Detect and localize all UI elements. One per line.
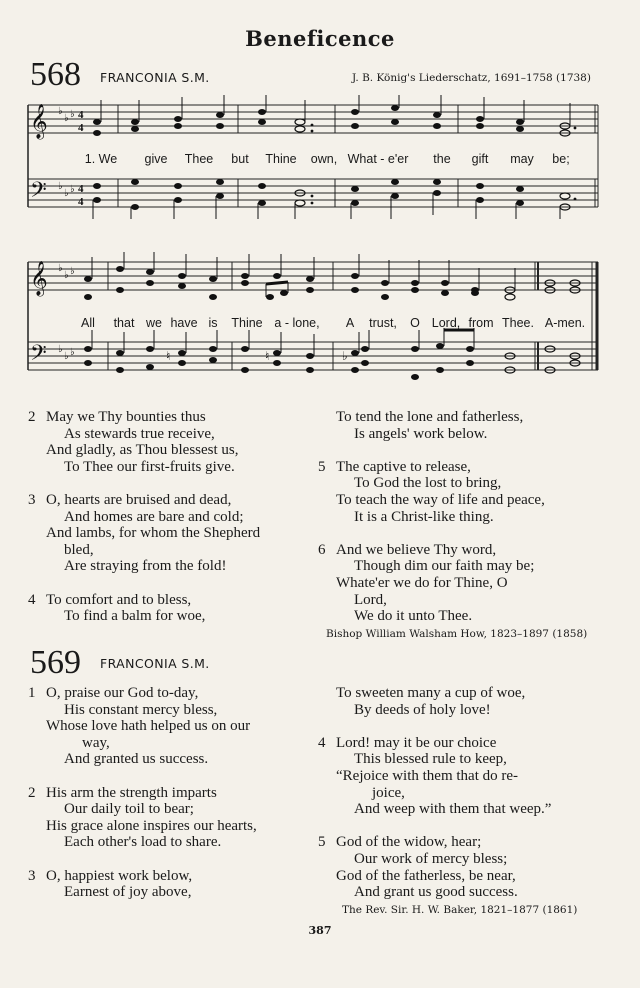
stanza	[28, 785, 328, 851]
page-number: 387	[308, 924, 332, 937]
lyric-syllable: Thine	[231, 316, 263, 330]
verse-line: And lambs, for whom the Shepherd	[46, 525, 261, 542]
stanza	[28, 868, 328, 901]
verse-line: As stewards true receive,	[64, 425, 215, 442]
verse-line: God of the fatherless, be near,	[336, 867, 516, 884]
stanza	[28, 409, 328, 475]
verse-line: And weep with them that weep.”	[354, 801, 552, 818]
verse-number: 4	[318, 734, 326, 751]
stanza	[318, 685, 608, 718]
verse-line: His grace alone inspires our hearts,	[46, 817, 257, 834]
verse-line: Is angels' work below.	[354, 425, 488, 442]
stanza	[318, 409, 608, 442]
verse-number: 1	[28, 685, 36, 701]
svg-text:4: 4	[78, 196, 84, 208]
verse-line: God of the widow, hear;	[336, 834, 482, 851]
verse-line: O, happiest work below,	[46, 867, 193, 884]
tune-name: FRANCONIA S.M.	[100, 70, 210, 85]
verse-line: And homes are bare and cold;	[64, 508, 244, 525]
verse-line: His arm the strength imparts	[46, 784, 217, 801]
svg-text:♭: ♭	[58, 263, 63, 274]
svg-text:♭: ♭	[64, 188, 69, 199]
verse-line: To tend the lone and fatherless,	[336, 409, 524, 425]
verse-number: 2	[28, 409, 36, 425]
stanza	[318, 834, 608, 900]
lyric-syllable: that	[113, 316, 135, 330]
verse-line: Lord! may it be our choice	[336, 734, 497, 751]
hymn-569-right-column	[318, 685, 608, 917]
lyric-syllable: the	[433, 152, 451, 166]
lyric-syllable: Lord,	[431, 316, 461, 330]
verse-number: 5	[318, 834, 326, 851]
verse-line: Each other's load to share.	[64, 834, 222, 851]
svg-text:♭: ♭	[58, 181, 63, 192]
verse-line: Whate'er we do for Thine, O	[336, 574, 508, 591]
verse-line: bled,	[64, 541, 94, 558]
lyric-syllable: is	[208, 316, 218, 330]
svg-text:♭: ♭	[70, 266, 75, 277]
svg-text:𝄢: 𝄢	[30, 341, 47, 371]
svg-text:♭: ♭	[342, 349, 348, 363]
lyric-syllable: What - e'er	[347, 152, 409, 166]
lyric-syllable: from	[468, 316, 494, 330]
svg-text:♮: ♮	[166, 349, 171, 363]
svg-text:♭: ♭	[70, 347, 75, 358]
lyric-syllable: 1. We	[84, 152, 118, 166]
lyric-syllable: Thine	[265, 152, 297, 166]
svg-text:𝄢: 𝄢	[30, 178, 47, 208]
tune-name: FRANCONIA S.M.	[100, 656, 210, 671]
verse-line: And granted us success.	[64, 751, 209, 768]
stanza	[28, 592, 328, 625]
lyric-syllable: Thee.	[502, 316, 534, 330]
svg-text:♭: ♭	[64, 351, 69, 362]
verse-line: To Thee our first-fruits give.	[64, 458, 235, 475]
verse-line: The captive to release,	[336, 458, 471, 475]
stanza	[28, 492, 328, 575]
svg-text:♭: ♭	[70, 109, 75, 120]
lyric-syllable: Thee	[184, 152, 214, 166]
verse-line: way,	[82, 734, 110, 751]
verse-line: To sweeten many a cup of woe,	[336, 685, 526, 701]
hymn-569-left-column	[28, 685, 328, 917]
hymn-568-left-column	[28, 409, 328, 641]
verse-line: His constant mercy bless,	[64, 701, 218, 718]
text-author: The Rev. Sir. H. W. Baker, 1821–1877 (1861)	[342, 904, 578, 916]
section-title: Beneficence	[245, 26, 395, 51]
music-attribution: J. B. König's Liederschatz, 1691–1758 (1738)	[352, 72, 591, 84]
verse-line: Earnest of joy above,	[64, 884, 192, 901]
lyric-syllable: O	[410, 316, 420, 330]
hymn-568-right-column	[318, 409, 608, 641]
stanza	[318, 542, 608, 625]
text-author: Bishop William Walsham How, 1823–1897 (1858)	[326, 628, 588, 640]
stanza	[318, 459, 608, 525]
svg-text:𝄞: 𝄞	[30, 261, 48, 296]
svg-text:♭: ♭	[70, 184, 75, 195]
verse-line: And grant us good success.	[354, 884, 518, 901]
lyric-syllable: own,	[310, 152, 338, 166]
svg-text:4: 4	[78, 122, 84, 134]
verse-line: Though dim our faith may be;	[354, 558, 535, 575]
lyric-syllable: be;	[552, 152, 570, 166]
svg-text:♮: ♮	[265, 349, 270, 363]
verse-line: By deeds of holy love!	[354, 701, 491, 718]
verse-line: “Rejoice with them that do re-	[336, 767, 519, 784]
verse-line: May we Thy bounties thus	[46, 409, 206, 425]
lyric-syllable: but	[231, 152, 249, 166]
verse-number: 3	[28, 491, 36, 508]
verse-number: 5	[318, 458, 326, 475]
svg-text:♭: ♭	[58, 344, 63, 355]
svg-text:♭: ♭	[58, 106, 63, 117]
verse-line: Our daily toil to bear;	[64, 801, 194, 818]
verse-line: Whose love hath helped us on our	[46, 718, 251, 735]
verse-line: And gladly, as Thou blessest us,	[46, 442, 239, 459]
verse-line: O, hearts are bruised and dead,	[46, 491, 232, 508]
svg-text:♭: ♭	[64, 270, 69, 281]
verse-line: We do it unto Thee.	[354, 608, 473, 625]
stanza	[318, 735, 608, 818]
verse-line: Are straying from the fold!	[64, 558, 227, 575]
lyric-syllable: have	[170, 316, 198, 330]
verse-number: 6	[318, 541, 326, 558]
verse-line: It is a Christ-like thing.	[354, 508, 494, 525]
hymn-number: 568	[30, 56, 81, 93]
stanza	[28, 685, 328, 768]
lyric-syllable: may	[510, 152, 534, 166]
hymn-number: 569	[30, 644, 81, 681]
verse-number: 3	[28, 867, 36, 884]
lyric-syllable: A	[345, 316, 355, 330]
verse-line: Our work of mercy bless;	[354, 850, 508, 867]
verse-line: To comfort and to bless,	[46, 591, 192, 608]
svg-text:4: 4	[78, 109, 84, 121]
verse-number: 2	[28, 784, 36, 801]
verse-line: To teach the way of life and peace,	[336, 491, 545, 508]
verse-line: O, praise our God to-day,	[46, 685, 199, 701]
verse-number: 4	[28, 591, 36, 608]
verse-line: And we believe Thy word,	[336, 541, 497, 558]
verse-line: To God the lost to bring,	[354, 475, 502, 492]
verse-line: joice,	[372, 784, 405, 801]
lyric-syllable: A-men.	[544, 316, 586, 330]
verse-line: Lord,	[354, 591, 387, 608]
svg-text:♭: ♭	[64, 113, 69, 124]
verse-line: This blessed rule to keep,	[354, 751, 507, 768]
svg-text:𝄞: 𝄞	[30, 104, 48, 139]
lyric-syllable: gift	[471, 152, 489, 166]
lyric-syllable: All	[81, 316, 95, 330]
lyric-syllable: give	[144, 152, 168, 166]
lyric-syllable: trust,	[369, 316, 397, 330]
lyric-syllable: a - lone,	[274, 316, 320, 330]
lyric-syllable: we	[146, 316, 162, 330]
verse-line: To find a balm for woe,	[64, 608, 206, 625]
svg-text:4: 4	[78, 183, 84, 195]
